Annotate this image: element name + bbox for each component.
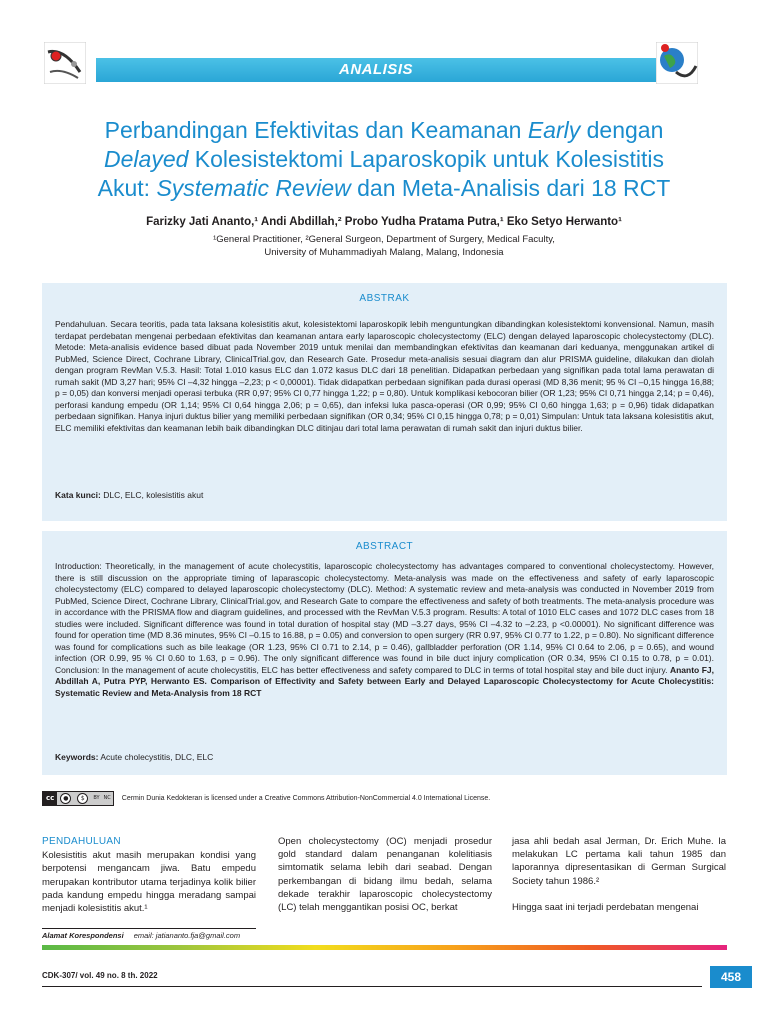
abstract-box [42, 531, 727, 775]
body-column-2 [278, 835, 492, 914]
cc-license-icon[interactable]: cc ● $ BY NC [42, 791, 114, 806]
person-icon: ● [60, 793, 71, 804]
correspondence-email[interactable]: email: jatiananto.fja@gmail.com [133, 931, 241, 940]
abstrak-heading: ABSTRAK [359, 293, 410, 304]
body-column-1 [42, 835, 256, 915]
section-heading-pendahuluan: PENDAHULUAN [42, 836, 121, 847]
abstract-body: Introduction: Theoretically, in the management of acute cholecystitis, laparoscopic cholecystectomy has advantages compared to conventional cholecystectomy. However, there is still discussion on the appropriate timing of laparascopic cholecystectomy. Meta-analysis was made on the effectiveness and safety of early laparoscopic cholecystectomy (ELC) compared to delayed laparoscopic cholecystectomy (DLC). Method: A systematic review and meta-analysis was conducted in November 2019 from PubMed, Science Direct, Cochrane Library, ClinicalTrial.gov, and Research Gate to compare the effectiveness and safety of both treatments. The meta-analysis procedure was in accordance with the PRISMA flow and diagram guidelines, and processed with the RevMan V.5.3 program. Results: A total of 1010 ELC cases and 1072 DLC cases from 18 studies were included. Significant difference was found in total duration of hospital stay (MD –3.27 days, 95% CI –4.32 to –2.23, p <0.00001). No significant difference was found for operation time (MD 8.36 minutes, 95% CI –0.15 to 16.88, p = 0.05) and conversion to open surgery (RR 0.97, 95% CI 0.77 to 1.22, p = 0.80). No significant difference was found for complications such as bile leakage (OR 1.23, 95% CI 0.71 to 2.14, p = 0.46), gallbladder perforation (OR 1.14, 95% CI 0.64 to 2.06, p = 0.65), and wound infection (OR 0.99, 95 % CI 0.60 to 1.63, p = 0.96). The only significant difference was found in bile duct injury complication (OR 0.34, 95% CI 0.15 to 0.78, p = 0.01). Conclusion: In the management of acute cholecystitis, ELC has better effectiveness and safety compared to DLC in terms of total hospital stay and bile duct injury. Ananto FJ, Abdillah A, Putra PYP, Herwanto ES. Comparison of Effectivity and Safety between Early and Delayed Laparoscopic Cholecystectomy for Acute Cholecystitis: Systematic Review and Meta-Analysis from 18 RCT [55, 561, 714, 698]
stethoscope-image [44, 42, 86, 84]
noncommercial-icon: $ [77, 793, 88, 804]
paragraph: jasa ahli bedah asal Jerman, Dr. Erich Muhe. Ia melakukan LC pertama kali tahun 1985 dan laporannya dipresentasikan di German Surgical Society tahun 1986.² [512, 836, 726, 887]
article-title: Perbandingan Efektivitas dan Keamanan Early dengan Delayed Kolesistektomi Laparoskopik untuk Kolesistitis Akut: Systematic Review dan Meta-Analisis dari 18 RCT [97, 117, 671, 201]
footer-divider [42, 986, 702, 987]
correspondence-address: Alamat Korespondensi email: jatiananto.fja@gmail.com [42, 928, 256, 940]
affiliation: ¹General Practitioner, ²General Surgeon, Department of Surgery, Medical Faculty, University of Muhammadiyah Malang, Malang, Indonesia [213, 234, 555, 258]
license-text: Cermin Dunia Kedokteran is licensed under a Creative Commons Attribution-NonCommercial 4.0 International License. [121, 794, 491, 802]
paragraph: Kolesistitis akut masih merupakan kondisi yang berpotensi mengancam jiwa. Batu empedu merupakan kontributor utama terjadinya kolik bilier pada kandung empedu hingga meradang sampai menjadi kolesistitis akut.¹ [42, 850, 256, 915]
abstract-heading: ABSTRACT [355, 541, 414, 552]
paragraph: Hingga saat ini terjadi perdebatan mengenai [512, 901, 699, 913]
abstract-citation: Ananto FJ, Abdillah A, Putra PYP, Herwanto ES. Comparison of Effectivity and Safety between Early and Delayed Laparoscopic Cholecystectomy for Acute Cholecystitis: Systematic Review and Meta-Analysis from 18 RCT [55, 664, 714, 698]
section-label: ANALISIS [96, 58, 656, 82]
author-list: Farizky Jati Ananto,¹ Andi Abdillah,² Probo Yudha Pratama Putra,¹ Eko Setyo Herwanto¹ [146, 216, 622, 228]
globe-stethoscope-image [656, 42, 698, 84]
license-row [42, 790, 490, 806]
page-number: 458 [710, 966, 752, 988]
abstrak-keywords: Kata kunci: DLC, ELC, kolesistitis akut [55, 490, 204, 500]
abstract-keywords: Keywords: Acute cholecystitis, DLC, ELC [55, 752, 214, 762]
abstrak-box [42, 283, 727, 521]
paragraph: Open cholecystectomy (OC) menjadi prosedur gold standard dalam penanganan kolelitiasis simtomatik selama lebih dari seabad. Dengan perkembangan di bidang ilmu bedah, selama dekade terakhir laparoscopic cholecystectomy (LC) telah menggantikan posisi OC, berkat [278, 836, 492, 914]
body-column-3 [512, 835, 726, 914]
journal-info: CDK-307/ vol. 49 no. 8 th. 2022 [42, 971, 158, 980]
abstrak-body: Pendahuluan. Secara teoritis, pada tata laksana kolesistitis akut, kolesistektomi laparoskopik lebih menguntungkan dibandingkan kolesistektomi konvensional. Namun, masih terdapat perdebatan mengenai perbedaan efektivitas dan keamanan antara early laparoscopic cholecystectomy (ELC) dengan delayed laparoscopic cholecystectomy (DLC). Metode: Meta-analisis evidence based dibuat pada November 2019 untuk menilai dan membandingkan efektivitas dan keamanan dari keduanya, menggunakan artikel di PubMed, Science Direct, Cochrane Library, ClinicalTrial.gov, dan Research Gate. Prosedur meta-analisis sesuai diagram dan alur PRISMA guideline, dilakukan dan diolah dengan program RevMan V.5.3. Hasil: Total 1.010 kasus ELC dan 1.072 kasus DLC dari 18 penelitian. Didapatkan perbedaan yang signifikan pada total lama perawatan di rumah sakit (MD 3,27 hari; 95% CI –4,32 hingga –2,23; p < 0,00001). Tidak didapatkan perbedaan signifikan pada durasi operasi (MD 8,36 menit; 95 % CI –0,15 hingga 16,88; p = 0,05) dan konversi menjadi operasi terbuka (RR 0,97; 95% CI 0,77 hingga 1,22; p = 0,80). Untuk komplikasi kebocoran bilier (OR 1,23; 95% CI 0,71 hingga 2,14; p = 0,46), perforasi kandung empedu (OR 1,14; 95% CI 0,64 hingga 2,06; p = 0,65), dan infeksi luka pasca-operasi (OR 0,99; 95% CI 0,60 hingga 1,63; p = 0,96) tidak didapatkan perbedaan signifikan. Hanya injuri duktus bilier yang memiliki perbedaan signifikan (OR 0,34; 95% CI 0,15 hingga 0,78; p = 0,01) Simpulan: Untuk tata laksana kolesistitis akut, ELC memiliki efektivitas dan keamanan lebih baik dibandingkan DLC ditinjau dari total lama perawatan di rumah sakit dan injuri duktus bilier. [55, 319, 714, 433]
color-stripe-divider [42, 945, 727, 950]
